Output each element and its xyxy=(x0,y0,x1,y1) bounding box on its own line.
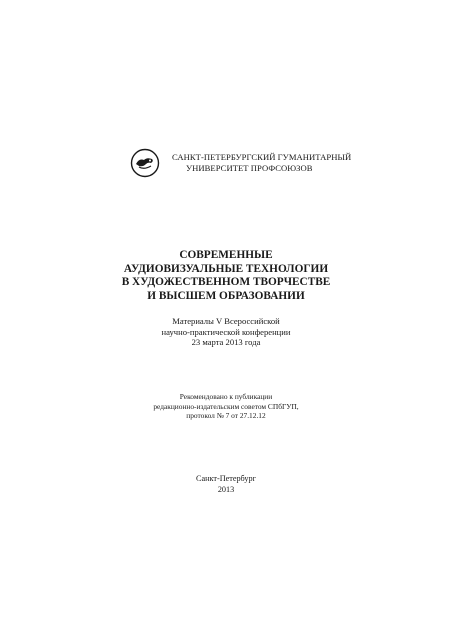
recommendation-line3: протокол № 7 от 27.12.12 xyxy=(186,411,266,420)
conference-subtitle-line1: Материалы V Всероссийской xyxy=(172,316,280,326)
university-emblem-icon xyxy=(130,148,160,178)
imprint-year: 2013 xyxy=(217,484,235,494)
university-name-line1: САНКТ-ПЕТЕРБУРГСКИЙ ГУМАНИТАРНЫЙ xyxy=(172,152,352,162)
recommendation-line1: Рекомендовано к публикации xyxy=(179,392,273,401)
book-title-line4: И ВЫСШЕМ ОБРАЗОВАНИИ xyxy=(147,289,305,302)
book-title-line1: СОВРЕМЕННЫЕ xyxy=(179,249,273,261)
imprint xyxy=(0,474,452,495)
imprint-city: Санкт-Петербург xyxy=(196,474,256,483)
book-title-line3: В ХУДОЖЕСТВЕННОМ ТВОРЧЕСТВЕ xyxy=(121,276,331,288)
conference-subtitle xyxy=(0,316,452,348)
conference-date: 23 марта 2013 года xyxy=(191,337,261,347)
publisher-header xyxy=(130,148,351,178)
conference-subtitle-line2: научно-практической конференции xyxy=(161,326,291,337)
recommendation-line2: редакционно-издательским советом СПбГУП, xyxy=(153,401,299,411)
university-name xyxy=(172,152,351,174)
publication-recommendation xyxy=(0,392,452,421)
book-title xyxy=(0,249,452,303)
university-name-line2: УНИВЕРСИТЕТ ПРОФСОЮЗОВ xyxy=(186,163,313,173)
book-title-line2: АУДИОВИЗУАЛЬНЫЕ ТЕХНОЛОГИИ xyxy=(123,262,329,275)
